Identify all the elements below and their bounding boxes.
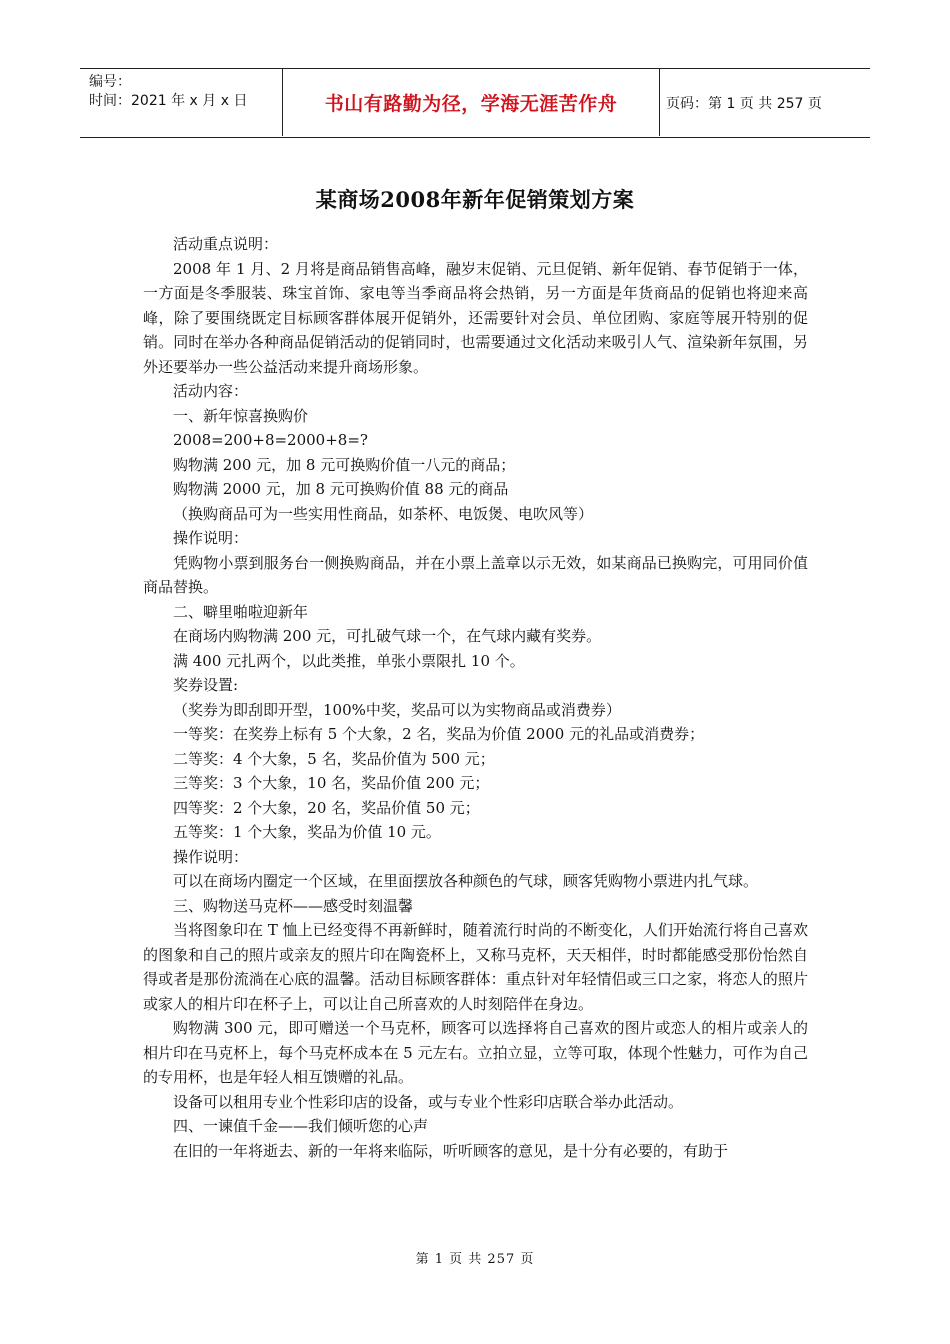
paragraph: 操作说明： (173, 847, 249, 866)
paragraph: 购物满 2000 元，加 8 元可换购价值 88 元的商品 (173, 480, 509, 498)
paragraph: 设备可以租用专业个性彩印店的设备，或与专业个性彩印店联合举办此活动。 (173, 1092, 684, 1111)
prize-line: 四等奖：2 个大象，20 名，奖品价值 50 元； (173, 798, 480, 817)
document-title: 某商场2008年新年促销策划方案 (315, 187, 635, 212)
paragraph: 2008 年 1 月、2 月将是商品销售高峰，融岁末促销、元旦促销、新年促销、春节促销于一体，一方面是冬季服装、珠宝首饰、家电等当季商品将会热销，另一方面是年货商品的促销也将迎来高峰，除了要围绕既定目标顾客群体展开促销外，还需要针对会员、单位团购、家庭等展开特别的促销。同时在举办各种商品促销活动的促销同时，也需要通过文化活动来吸引人气、渲染新年氛围，另外还要举办一些公益活动来提升商场形象。 (143, 259, 808, 376)
prize-line: 五等奖：1 个大象，奖品为价值 10 元。 (173, 823, 441, 841)
prize-line: 三等奖：3 个大象，10 名，奖品价值 200 元； (173, 774, 490, 792)
section-heading: 三、购物送马克杯——感受时刻温馨 (173, 896, 414, 915)
prize-line: 一等奖：在奖券上标有 5 个大象，2 名，奖品为价值 2000 元的礼品或消费券； (173, 725, 705, 743)
paragraph: 奖券设置: (173, 676, 239, 694)
paragraph: 活动重点说明： (173, 235, 279, 253)
section-heading: 二、噼里啪啦迎新年 (173, 602, 309, 621)
paragraph: 当将图象印在 T 恤上已经变得不再新鲜时，随着流行时尚的不断变化，人们开始流行将自己喜欢的图象和自己的照片或亲友的照片印在陶瓷杯上，又称马克杯，天天相伴，时时都能感受那份怡然自得或者是那份流淌在心底的温馨。活动目标顾客群体：重点针对年轻情侣或三口之家，将恋人的照片或家人的相片印在杯子上，可以让自己所喜欢的人时刻陪伴在身边。 (143, 921, 808, 1013)
section-heading: 一、新年惊喜换购价 (173, 406, 309, 425)
paragraph: 购物满 300 元，即可赠送一个马克杯，顾客可以选择将自己喜欢的图片或恋人的相片或亲人的相片印在马克杯上，每个马克杯成本在 5 元左右。立拍立显，立等可取，体现个性魅力，可作为自己的专用杯，也是年轻人相互馈赠的礼品。 (143, 1019, 808, 1086)
paragraph: 操作说明： (173, 529, 249, 547)
paragraph: 活动内容： (173, 382, 249, 400)
header-motto: 书山有路勤为径，学海无涯苦作舟 (282, 69, 660, 136)
paragraph: （换购商品可为一些实用性商品，如茶杯、电饭煲、电吹风等） (173, 504, 594, 523)
document-time-label: 时间：2021 年 x 月 x 日 (89, 93, 248, 109)
paragraph: 满 400 元扎两个，以此类推，单张小票限扎 10 个。 (173, 651, 525, 670)
section-heading: 四、一谏值千金——我们倾听您的心声 (173, 1117, 429, 1135)
document-number-label: 编号： (89, 74, 131, 90)
paragraph: 购物满 200 元，加 8 元可换购价值一八元的商品； (173, 455, 516, 474)
paragraph: （奖券为即刮即开型，100%中奖，奖品可以为实物商品或消费券） (173, 700, 621, 719)
paragraph: 可以在商场内圈定一个区域，在里面摆放各种颜色的气球，顾客凭购物小票进内扎气球。 (173, 872, 759, 890)
paragraph: 2008=200+8=2000+8=? (173, 431, 368, 449)
header-meta (89, 73, 279, 111)
paragraph: 在旧的一年将逝去、新的一年将来临际，听听顾客的意见，是十分有必要的，有助于 (173, 1141, 729, 1160)
page-footer: 第 1 页 共 257 页 (415, 1252, 535, 1267)
paragraph: 在商场内购物满 200 元，可扎破气球一个，在气球内藏有奖券。 (173, 627, 602, 645)
page-header (80, 68, 870, 138)
header-page-info: 页码：第 1 页 共 257 页 (666, 96, 822, 112)
prize-line: 二等奖：4 个大象，5 名，奖品价值为 500 元； (173, 749, 495, 768)
document-body (143, 232, 808, 1163)
paragraph: 凭购物小票到服务台一侧换购商品，并在小票上盖章以示无效，如某商品已换购完，可用同价值商品替换。 (143, 553, 808, 596)
